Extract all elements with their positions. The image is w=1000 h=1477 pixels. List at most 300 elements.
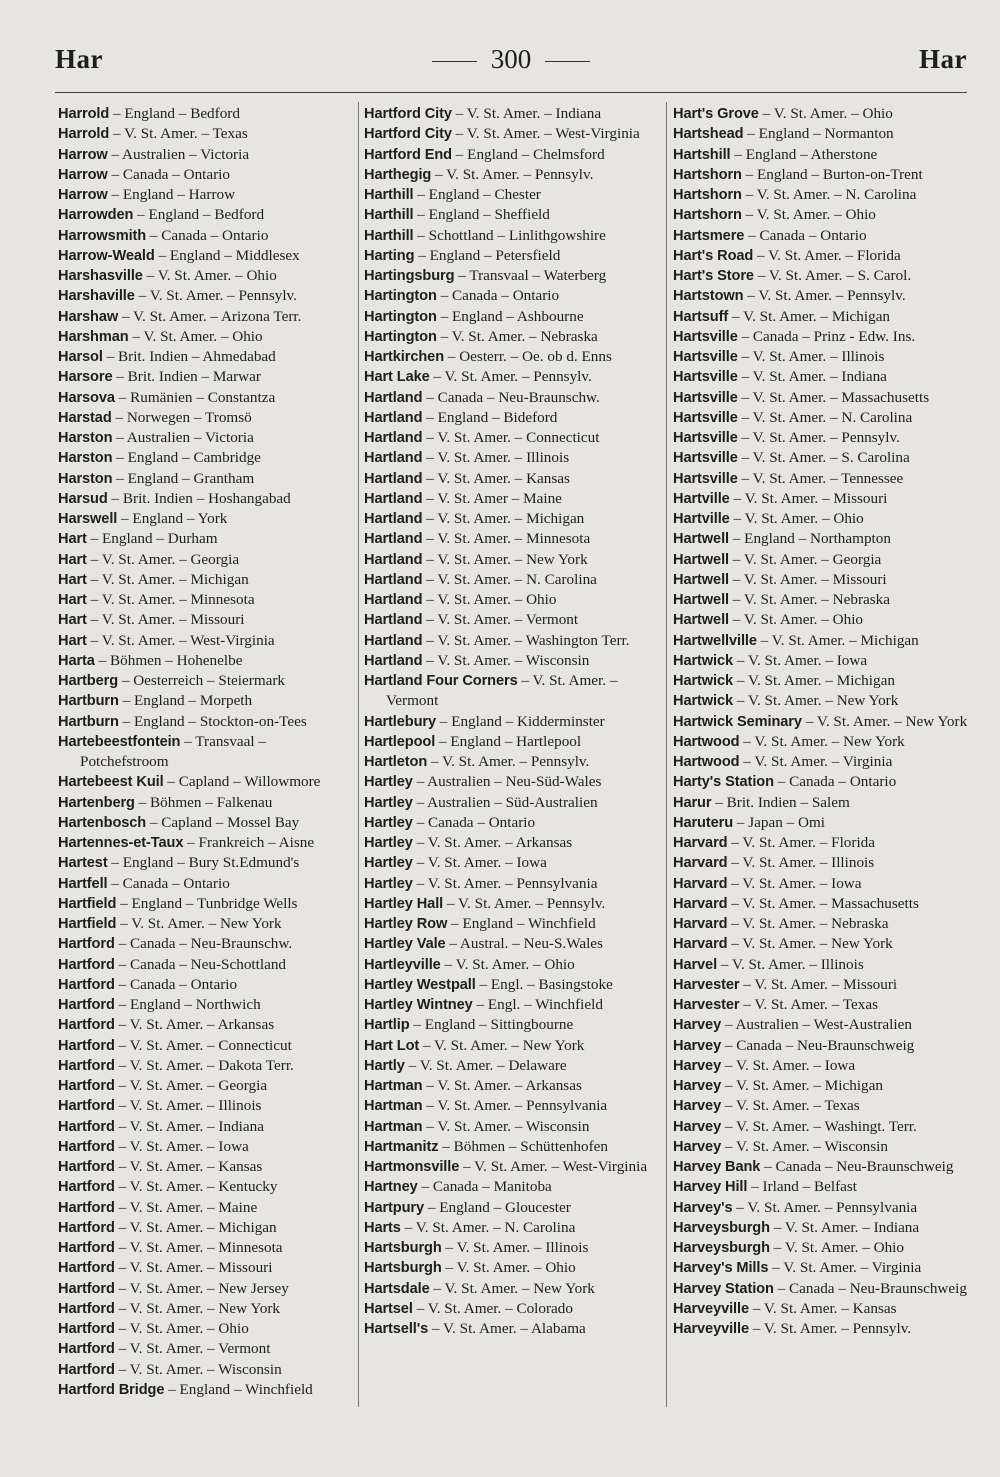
gazetteer-entry: [364, 428, 662, 448]
gazetteer-entry: [58, 1198, 356, 1218]
place-name: Harvey: [673, 1078, 722, 1094]
gazetteer-entry: [58, 1299, 356, 1319]
gazetteer-entry: [673, 995, 971, 1015]
gazetteer-entry: [364, 955, 662, 975]
location-detail: – V. St. Amer. – Pennsylv.: [430, 753, 590, 770]
gazetteer-entry: [673, 691, 971, 711]
location-detail: – Böhmen – Falkenau: [138, 793, 273, 811]
place-name: Hartsville: [673, 389, 738, 406]
page-number: 300: [490, 44, 532, 74]
gazetteer-entry: [673, 1177, 971, 1197]
place-name: Hartford: [58, 1240, 115, 1256]
location-detail: – V. St. Amer. – Delaware: [408, 1056, 567, 1074]
location-detail: – V. St. Amer. – Washington Terr.: [426, 631, 630, 649]
gazetteer-entry: [58, 631, 356, 651]
place-name: Hart: [58, 531, 87, 548]
left-dash-rule: [432, 61, 477, 62]
location-detail: – V. St. Amer. – Pennsylvania: [736, 1198, 918, 1216]
place-name: Hartsdale: [364, 1280, 430, 1297]
gazetteer-entry: [673, 428, 971, 448]
gazetteer-entry: [673, 1258, 971, 1278]
location-detail: – England – Chester: [417, 186, 541, 203]
location-detail: – England – Chelmsford: [455, 145, 605, 163]
gazetteer-entry: [58, 205, 356, 225]
location-detail: – V. St. Amer. – Florida: [757, 246, 901, 264]
gazetteer-entry: [364, 610, 662, 630]
location-detail: – V. St. Amer. – Missouri: [733, 489, 888, 507]
location-detail: – Canada – Ontario: [111, 165, 230, 183]
location-detail: – V. St. Amer. – Vermont: [118, 1340, 271, 1358]
place-name: Harthill: [364, 187, 414, 203]
location-detail: – V. St. Amer. – Vermont: [426, 611, 579, 629]
gazetteer-entry: [364, 286, 662, 306]
location-detail: – Capland – Willowmore: [167, 773, 321, 791]
gazetteer-entry: [58, 246, 356, 266]
location-detail: – England – Stockton-on-Tees: [122, 712, 307, 730]
location-detail: – V. St. Amer. – Ohio: [773, 1239, 904, 1256]
place-name: Hartford: [58, 1159, 115, 1175]
gazetteer-entry: [673, 1279, 971, 1299]
gazetteer-entry: [58, 1258, 356, 1278]
place-name: Hartford: [58, 1341, 115, 1358]
place-name: Hartland: [364, 652, 423, 669]
location-detail: – V. St. Amer. – Minnesota: [426, 530, 591, 548]
location-detail: – V. St. Amer. – New York: [433, 1279, 595, 1297]
gazetteer-entry: [364, 489, 662, 509]
gazetteer-entry: [673, 1015, 971, 1035]
location-detail: – Böhmen – Schüttenhofen: [442, 1137, 608, 1155]
location-detail: – Australien – West-Australien: [724, 1016, 912, 1034]
gazetteer-entry: [673, 894, 971, 914]
location-detail: – Oesterreich – Steiermark: [121, 672, 286, 689]
location-detail: – Canada – Neu-Schottland: [118, 955, 287, 973]
place-name: Hartland: [364, 571, 423, 588]
place-name: Hartville: [673, 511, 730, 527]
location-detail: – Capland – Mossel Bay: [149, 813, 300, 831]
gazetteer-entry: [58, 914, 356, 934]
place-name: Hartwellville: [673, 632, 757, 649]
place-name: Hartkirchen: [364, 349, 445, 365]
location-detail: – V. St. Amer. – Florida: [731, 834, 876, 851]
place-name: Hartsel: [364, 1300, 413, 1317]
gazetteer-entry: [673, 165, 971, 185]
location-detail: – V. St. Amer. – Nebraska: [732, 591, 890, 608]
location-detail: – V. St. Amer. – Iowa: [724, 1056, 856, 1074]
location-detail: – V. St. Amer. – Pennsylv.: [433, 368, 592, 386]
gazetteer-entry: [673, 509, 971, 529]
place-name: Harvard: [673, 916, 728, 932]
place-name: Hartington: [364, 288, 437, 305]
location-detail: – V. St. Amer. – New York: [731, 935, 893, 953]
place-name: Hartford: [58, 1321, 115, 1337]
place-name: Hartland: [364, 612, 423, 629]
location-detail: – V. St. Amer. – Arkansas: [416, 834, 573, 851]
location-detail: – V. St. Amer. – S. Carol.: [757, 267, 912, 284]
place-name: Hartley: [364, 794, 413, 811]
gazetteer-entry: [673, 1117, 971, 1137]
place-name: Hartland: [364, 592, 423, 608]
location-detail: – V. St. Amer. – Indiana: [741, 368, 887, 386]
location-detail: – V. St. Amer. – Minnesota: [118, 1239, 283, 1256]
gazetteer-entry: [58, 529, 356, 549]
gazetteer-entry: [364, 1157, 662, 1177]
gazetteer-entry: [673, 185, 971, 205]
gazetteer-entry: [673, 1157, 971, 1177]
gazetteer-entry: [673, 712, 971, 732]
gazetteer-entry: [58, 975, 356, 995]
place-name: Harrow-Weald: [58, 247, 155, 264]
gazetteer-entry: [364, 813, 662, 833]
location-detail: – England – York: [121, 510, 228, 527]
gazetteer-entry: [364, 448, 662, 468]
location-detail: – England – Normanton: [747, 125, 894, 143]
header-rule: [55, 92, 967, 93]
place-name: Hartwood: [673, 754, 740, 770]
place-name: Hartennes-et-Taux: [58, 835, 184, 851]
location-detail: – V. St. Amer. – Pennsylvania: [426, 1097, 608, 1115]
location-detail: – England – Burton-on-Trent: [745, 165, 923, 183]
location-detail: – Frankreich – Aisne: [187, 834, 315, 851]
gazetteer-entry: [364, 671, 662, 712]
gazetteer-entry: [58, 1096, 356, 1116]
gazetteer-entry: [58, 1015, 356, 1035]
place-name: Hartford: [58, 1017, 115, 1034]
place-name: Hartland: [364, 450, 423, 467]
location-detail: – V. St. Amer. – New York: [736, 692, 899, 710]
location-detail: – Canada – Manitoba: [421, 1178, 552, 1196]
location-detail: – V. St. Amer. – Georgia: [118, 1077, 268, 1094]
location-detail: – Brit. Indien – Salem: [715, 793, 850, 811]
place-name: Harvey Bank: [673, 1159, 761, 1175]
location-detail: – England – Bideford: [426, 408, 558, 426]
location-detail: – Australien – Victoria: [111, 145, 250, 163]
location-detail: – V. St. Amer. – Ohio: [733, 510, 864, 527]
place-name: Hartwick: [673, 673, 734, 689]
location-detail: – V. St. Amer. – New Jersey: [118, 1279, 289, 1297]
location-detail: – V. St. Amer. – Indiana: [773, 1218, 920, 1236]
location-detail: – V. St. Amer. – Iowa: [731, 874, 862, 892]
place-name: Hartwell: [673, 551, 729, 568]
place-name: Harrowsmith: [58, 227, 147, 244]
place-name: Harvard: [673, 895, 728, 912]
place-name: Harvey's Mills: [673, 1260, 769, 1277]
location-detail: – V. St. Amer. – Indiana: [455, 105, 602, 122]
gazetteer-entry: [58, 772, 356, 792]
gazetteer-entry: [673, 1319, 971, 1339]
location-detail: – V. St. Amer. – Iowa: [416, 854, 547, 872]
location-detail: – V. St. Amer. – Pennsylvania: [416, 874, 598, 892]
place-name: Harston: [58, 430, 113, 446]
location-detail: – V. St. Amer. – Virginia: [772, 1259, 922, 1277]
gazetteer-entry: [673, 104, 971, 124]
place-name: Hartley Westpall: [364, 976, 476, 993]
gazetteer-entry: [673, 489, 971, 509]
place-name: Hartsburgh: [364, 1240, 442, 1256]
location-detail: – Austral. – Neu-S.Wales: [449, 935, 603, 953]
gazetteer-entry: [58, 185, 356, 205]
place-name: Hart's Store: [673, 268, 754, 284]
location-detail: – V. St. Amer. – Kansas: [752, 1299, 897, 1317]
location-detail: – V. St. Amer. – Missouri: [743, 975, 898, 993]
location-detail: – V. St. Amer. – New York: [805, 712, 968, 730]
column-2: [364, 104, 662, 1339]
place-name: Hartshead: [673, 126, 744, 143]
location-detail: – V. St. Amer. – Pennsylv.: [752, 1320, 912, 1337]
gazetteer-entry: [364, 1076, 662, 1096]
location-detail: – V. St. Amer. – Ohio: [745, 206, 876, 224]
place-name: Hartsville: [673, 470, 738, 487]
gazetteer-entry: [58, 1380, 356, 1400]
place-name: Hartley Vale: [364, 936, 446, 953]
location-detail: – Australien – Victoria: [116, 429, 254, 446]
page-header: [55, 44, 967, 84]
place-name: Harvey Station: [673, 1280, 774, 1297]
gazetteer-entry: [364, 1177, 662, 1197]
location-detail: – England – Gloucester: [427, 1198, 571, 1216]
gazetteer-entry: [673, 590, 971, 610]
place-name: Hartford City: [364, 126, 452, 143]
place-name: Hartford: [58, 997, 115, 1013]
location-detail: – Canada – Ontario: [416, 813, 536, 831]
location-detail: – Böhmen – Hohenelbe: [98, 651, 243, 669]
gazetteer-entry: [58, 1117, 356, 1137]
location-detail: – V. St. Amer. – Illinois: [426, 449, 570, 467]
gazetteer-entry: [364, 469, 662, 489]
place-name: Hartsville: [673, 430, 738, 446]
location-detail: – V. St. Amer. – Arkansas: [118, 1016, 275, 1034]
place-name: Hartley Row: [364, 916, 448, 932]
place-name: Hart: [58, 612, 87, 629]
gazetteer-entry: [58, 165, 356, 185]
gazetteer-entry: [364, 1198, 662, 1218]
location-detail: – Canada – Ontario: [149, 226, 269, 244]
gazetteer-entry: [58, 1360, 356, 1380]
gazetteer-entry: [673, 833, 971, 853]
gazetteer-entry: [673, 367, 971, 387]
location-detail: – V. St. Amer. – Maine: [118, 1198, 258, 1216]
location-detail: – V. St. Amer. – New York: [118, 1299, 281, 1317]
location-detail: – England – Winchfield: [168, 1380, 313, 1398]
place-name: Hartsburgh: [364, 1260, 442, 1277]
place-name: Hartford: [58, 956, 115, 973]
gazetteer-entry: [58, 813, 356, 833]
place-name: Hartsuff: [673, 308, 729, 325]
place-name: Hartley Wintney: [364, 997, 473, 1013]
location-detail: – V. St. Amer. – Alabama: [431, 1320, 586, 1337]
place-name: Hartsville: [673, 409, 738, 426]
place-name: Hartford: [58, 1361, 115, 1378]
location-detail: – Canada – Ontario: [777, 773, 897, 791]
place-name: Harstad: [58, 409, 112, 426]
location-detail: – V. St. Amer. – Ohio: [132, 327, 263, 345]
gazetteer-entry: [58, 428, 356, 448]
gazetteer-entry: [364, 104, 662, 124]
location-detail: – V. St. Amer. – Ohio: [444, 955, 575, 973]
place-name: Hartwick: [673, 693, 734, 710]
location-detail: – V. St. Amer. – New York: [422, 1036, 585, 1054]
place-name: Hartpury: [364, 1199, 425, 1216]
location-detail: – V. St. Amer. – Illinois: [445, 1239, 589, 1256]
location-detail: – V. St. Amer. – New York: [120, 915, 282, 932]
gazetteer-entry: [58, 570, 356, 590]
gazetteer-entry: [58, 1036, 356, 1056]
location-detail: – V. St. Amer. – Pennsylv.: [446, 894, 606, 912]
gazetteer-entry: [673, 671, 971, 691]
gazetteer-entry: [364, 1096, 662, 1116]
location-detail: – V. St. Amer. – Kansas: [118, 1158, 263, 1175]
place-name: Harvey: [673, 1037, 722, 1054]
gazetteer-entry: [58, 286, 356, 306]
location-detail: – V. St. Amer. – Minnesota: [90, 591, 255, 608]
gazetteer-entry: [364, 975, 662, 995]
location-detail: – V. St. Amer. – Ohio: [146, 267, 277, 284]
gazetteer-entry: [364, 570, 662, 590]
location-detail: – V. St. Amer. – Ohio: [118, 1320, 249, 1337]
location-detail: – V. St. Amer. – Pennsylv.: [747, 287, 906, 305]
place-name: Hartland: [364, 490, 423, 507]
gazetteer-entry: [673, 1137, 971, 1157]
location-detail: – V. St. Amer. – Ohio: [426, 591, 557, 608]
gazetteer-entry: [364, 631, 662, 651]
place-name: Hartburn: [58, 693, 119, 710]
location-detail: – England – Bury St.Edmund's: [111, 854, 300, 872]
gazetteer-entry: [673, 469, 971, 489]
gazetteer-entry: [364, 793, 662, 813]
gazetteer-entry: [364, 934, 662, 954]
location-detail: – Japan – Omi: [736, 813, 825, 831]
place-name: Hartington: [364, 328, 437, 345]
location-detail: – England – Morpeth: [122, 692, 253, 710]
gazetteer-entry: [364, 388, 662, 408]
location-detail: – V. St. Amer. – Illinois: [731, 854, 875, 872]
place-name: Hart: [58, 551, 87, 568]
location-detail: – V. St. Amer. – Connecticut: [118, 1036, 292, 1054]
location-detail: – V. St. Amer. – N. Carolina: [745, 186, 917, 203]
place-name: Hartman: [364, 1118, 423, 1135]
gazetteer-entry: [673, 1198, 971, 1218]
gazetteer-entry: [58, 894, 356, 914]
location-detail: – Norwegen – Tromsö: [115, 408, 252, 426]
location-detail: – England – Hartlepool: [438, 732, 582, 750]
gazetteer-entry: [364, 590, 662, 610]
gazetteer-entry: [58, 1279, 356, 1299]
gazetteer-entry: [58, 104, 356, 124]
place-name: Hartley Hall: [364, 895, 444, 912]
location-detail: – Australien – Süd-Australien: [416, 793, 598, 811]
gazetteer-entry: [673, 772, 971, 792]
location-detail: – V. St. Amer. – West-Virginia: [90, 631, 275, 649]
place-name: Hartstown: [673, 288, 744, 305]
gazetteer-entry: [364, 347, 662, 367]
location-detail: – V. St. Amer. – Indiana: [118, 1117, 264, 1135]
gazetteer-entry: [58, 793, 356, 813]
place-name: Hartford: [58, 1179, 115, 1196]
place-name: Hartleyville: [364, 956, 441, 973]
location-detail: – Canada – Neu-Braunschw.: [118, 935, 293, 953]
place-name: Hartman: [364, 1098, 423, 1115]
place-name: Hartwell: [673, 612, 729, 629]
place-name: Harvey Hill: [673, 1179, 748, 1196]
location-detail: – V. St. Amer. – Wisconsin: [426, 1117, 590, 1135]
column-1: [58, 104, 356, 1400]
place-name: Hartley: [364, 774, 413, 791]
gazetteer-entry: [58, 327, 356, 347]
place-name: Hartford: [58, 1280, 115, 1297]
location-detail: – V. St. Amer. – Missouri: [118, 1259, 273, 1277]
location-detail: – Schottland – Linlithgowshire: [417, 226, 606, 244]
location-detail: – Rumänien – Constantza: [118, 388, 276, 406]
place-name: Harsova: [58, 389, 115, 406]
location-detail: – V. St. Amer. – Virginia: [743, 753, 893, 770]
column-3: [673, 104, 971, 1339]
place-name: Hartland: [364, 430, 423, 446]
place-name: Harsud: [58, 490, 108, 507]
location-detail: – Brit. Indien – Ahmedabad: [106, 348, 276, 365]
gazetteer-entry: [364, 226, 662, 246]
place-name: Hartebeestfontein: [58, 733, 181, 750]
location-detail: – V. St. Amer. – Michigan: [90, 570, 249, 588]
gazetteer-entry: [58, 448, 356, 468]
location-detail: – V. St. Amer. – Wisconsin: [118, 1360, 282, 1378]
gazetteer-entry: [673, 307, 971, 327]
gazetteer-entry: [364, 509, 662, 529]
location-detail: – V. St. Amer. – Arizona Terr.: [121, 307, 302, 325]
location-detail: – V. St. Amer. – West-Virginia: [463, 1158, 648, 1175]
gazetteer-entry: [58, 367, 356, 387]
gazetteer-entry: [673, 448, 971, 468]
place-name: Harthill: [364, 207, 414, 224]
gazetteer-entry: [58, 651, 356, 671]
location-detail: – V. St. Amer. – Massachusetts: [731, 894, 919, 912]
place-name: Harshaville: [58, 288, 135, 305]
gazetteer-entry: [673, 955, 971, 975]
place-name: Hartebeest Kuil: [58, 774, 164, 791]
location-detail: – V. St. Amer. – Wisconsin: [426, 651, 590, 669]
place-name: Hartsville: [673, 450, 738, 467]
gazetteer-entry: [58, 1218, 356, 1238]
place-name: Hartford: [58, 1138, 115, 1155]
location-detail: – V. St. Amer. – N. Carolina: [404, 1218, 576, 1236]
location-detail: – V. St. Amer. – Massachusetts: [741, 388, 930, 406]
gazetteer-entry: [364, 1056, 662, 1076]
gazetteer-entry: [58, 1339, 356, 1359]
gazetteer-entry: [364, 1258, 662, 1278]
gazetteer-entry: [58, 124, 356, 144]
location-detail: – Canada – Ontario: [748, 226, 867, 244]
place-name: Hartburn: [58, 713, 119, 730]
location-detail: – Canada – Neu-Braunschweig: [777, 1279, 967, 1297]
gazetteer-entry: [673, 286, 971, 306]
place-name: Harrow: [58, 146, 108, 163]
gazetteer-entry: [58, 509, 356, 529]
place-name: Hartney: [364, 1179, 418, 1196]
place-name: Hartlip: [364, 1017, 410, 1034]
location-detail: – England – Harrow: [111, 186, 236, 203]
gazetteer-entry: [364, 1299, 662, 1319]
gazetteer-entry: [364, 1238, 662, 1258]
location-detail: – V. St. Amer. – N. Carolina: [426, 570, 597, 588]
gazetteer-entry: [364, 529, 662, 549]
location-detail: – Engl. – Winchfield: [476, 996, 603, 1013]
column-separator: [358, 102, 359, 1407]
gazetteer-entry: [673, 610, 971, 630]
place-name: Harrold: [58, 126, 110, 143]
place-name: Harveysburgh: [673, 1240, 770, 1256]
place-name: Hartford: [58, 1300, 115, 1317]
gazetteer-entry: [364, 550, 662, 570]
location-detail: – V. St. Amer. – Texas: [724, 1097, 860, 1115]
place-name: Harston: [58, 470, 113, 487]
